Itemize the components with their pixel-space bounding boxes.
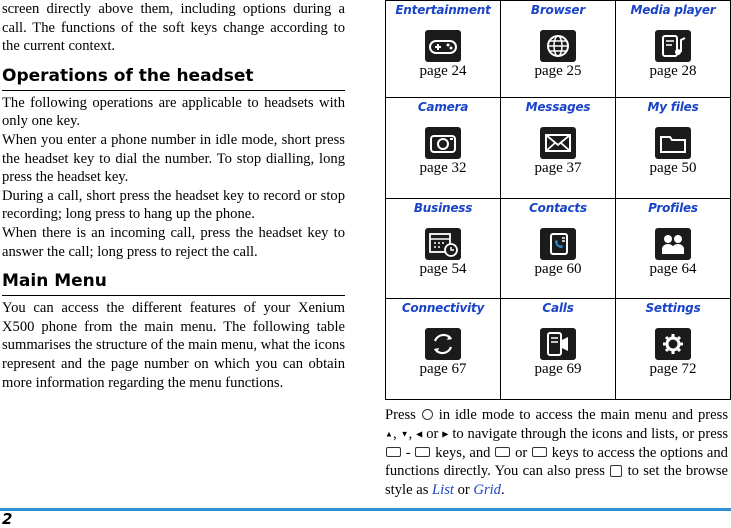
folder-icon — [655, 127, 691, 159]
instruction-text: to set the browse style as — [385, 463, 729, 498]
headset-paragraph-4: When there is an incoming call, press the headset key to answer the call; long press to reject the call. — [2, 224, 345, 260]
menu-label: Contacts — [529, 200, 587, 215]
menu-label: Profiles — [648, 200, 698, 215]
menu-page: page 32 — [419, 160, 467, 177]
main-menu-paragraph: You can access the different features of your Xenium X500 phone from the main menu. The following table summarises the structure of the main menu, what the icons represent and the page number on which you can obtain more information regarding the menu functions. — [2, 300, 345, 391]
menu-cell-browser — [501, 1, 616, 98]
gamepad-icon — [425, 30, 461, 62]
menu-cell-connectivity — [386, 299, 501, 400]
instruction-text: . — [500, 481, 505, 498]
nav-down-icon: ▼ — [400, 428, 409, 438]
sync-icon — [425, 328, 461, 360]
envelope-icon — [540, 127, 576, 159]
menu-label: Camera — [417, 100, 469, 115]
menu-page: page 60 — [534, 260, 582, 277]
menu-page: page 64 — [649, 260, 697, 277]
menu-cell-settings — [616, 299, 731, 400]
nav-right-icon: ▶ — [442, 428, 449, 438]
menu-cell-contacts — [501, 198, 616, 299]
menu-label: Settings — [645, 301, 701, 316]
nav-up-icon: ▲ — [385, 428, 394, 438]
headset-heading: Operations of the headset — [2, 56, 345, 91]
menu-page: page 25 — [534, 63, 582, 79]
ok-key-icon — [422, 409, 433, 420]
hash-key-icon — [532, 447, 547, 457]
navigation-instructions: Press in idle mode to access the main menu and press ▲, ▼, ◀ or ▶ to navigate through the icons and lists, or press - keys, and or keys to access the options and functions directly. You can also press to set the browse style as List or Grid. — [385, 407, 729, 498]
menu-cell-calls — [501, 299, 616, 400]
menu-page: page 50 — [649, 160, 697, 177]
key-9-icon — [415, 447, 430, 457]
music-icon — [655, 30, 691, 62]
menu-label: Media player — [630, 3, 716, 17]
instruction-text: or — [422, 425, 443, 442]
page-number: 2 — [2, 510, 13, 528]
main-menu-table — [385, 0, 731, 400]
list-term: List — [432, 481, 454, 498]
calendar-icon — [425, 228, 461, 260]
intro-paragraph: screen directly above them, including options during a call. The functions of the soft keys change according to the current context. — [2, 1, 345, 55]
menu-page: page 67 — [419, 361, 467, 378]
left-column — [2, 0, 345, 392]
menu-cell-entertainment — [386, 1, 501, 98]
phone-icon — [540, 328, 576, 360]
instruction-text: in idle mode to access the main menu and press — [433, 407, 728, 423]
menu-cell-camera — [386, 98, 501, 199]
globe-icon — [540, 30, 576, 62]
menu-label: Messages — [525, 100, 591, 115]
menu-label: Browser — [530, 3, 586, 17]
softkey-icon — [610, 465, 622, 477]
menu-cell-my-files — [616, 98, 731, 199]
instruction-text: to navigate through the icons and lists, or press — [448, 425, 729, 442]
grid-term: Grid — [473, 481, 501, 498]
menu-label: Business — [413, 200, 473, 215]
menu-page: page 28 — [649, 63, 697, 79]
instruction-text: Press — [385, 407, 421, 423]
instruction-text: - — [402, 444, 415, 461]
instruction-text: keys, and — [431, 444, 495, 461]
menu-label: Connectivity — [401, 301, 485, 316]
headset-paragraph-1: The following operations are applicable to headsets with only one key. — [2, 94, 345, 130]
instruction-text: or — [511, 444, 532, 461]
star-key-icon — [495, 447, 510, 457]
menu-page: page 69 — [534, 361, 582, 378]
menu-label: Entertainment — [395, 3, 491, 17]
profiles-icon — [655, 228, 691, 260]
menu-label: My files — [647, 100, 699, 115]
camera-icon — [425, 127, 461, 159]
headset-paragraph-2: When you enter a phone number in idle mode, short press the headset key to dial the number. To stop dialling, long press the headset key. — [2, 131, 345, 186]
instruction-text: keys to access the options and functions directly. You can also press — [385, 444, 728, 480]
instruction-text: or — [453, 481, 474, 498]
contacts-icon — [540, 228, 576, 260]
menu-cell-profiles — [616, 198, 731, 299]
menu-page: page 24 — [419, 63, 467, 79]
menu-cell-messages — [501, 98, 616, 199]
footer-rule — [0, 508, 731, 511]
menu-cell-media-player — [616, 1, 731, 98]
menu-page: page 37 — [534, 160, 582, 177]
menu-label: Calls — [542, 301, 574, 316]
menu-page: page 72 — [649, 361, 697, 378]
headset-paragraph-3: During a call, short press the headset key to record or stop recording; long press to hang up the phone. — [2, 187, 345, 223]
menu-cell-business — [386, 198, 501, 299]
nav-left-icon: ◀ — [416, 428, 423, 438]
gear-icon — [655, 328, 691, 360]
key-0-icon — [386, 447, 401, 457]
main-menu-heading: Main Menu — [2, 261, 345, 296]
menu-page: page 54 — [419, 260, 467, 277]
